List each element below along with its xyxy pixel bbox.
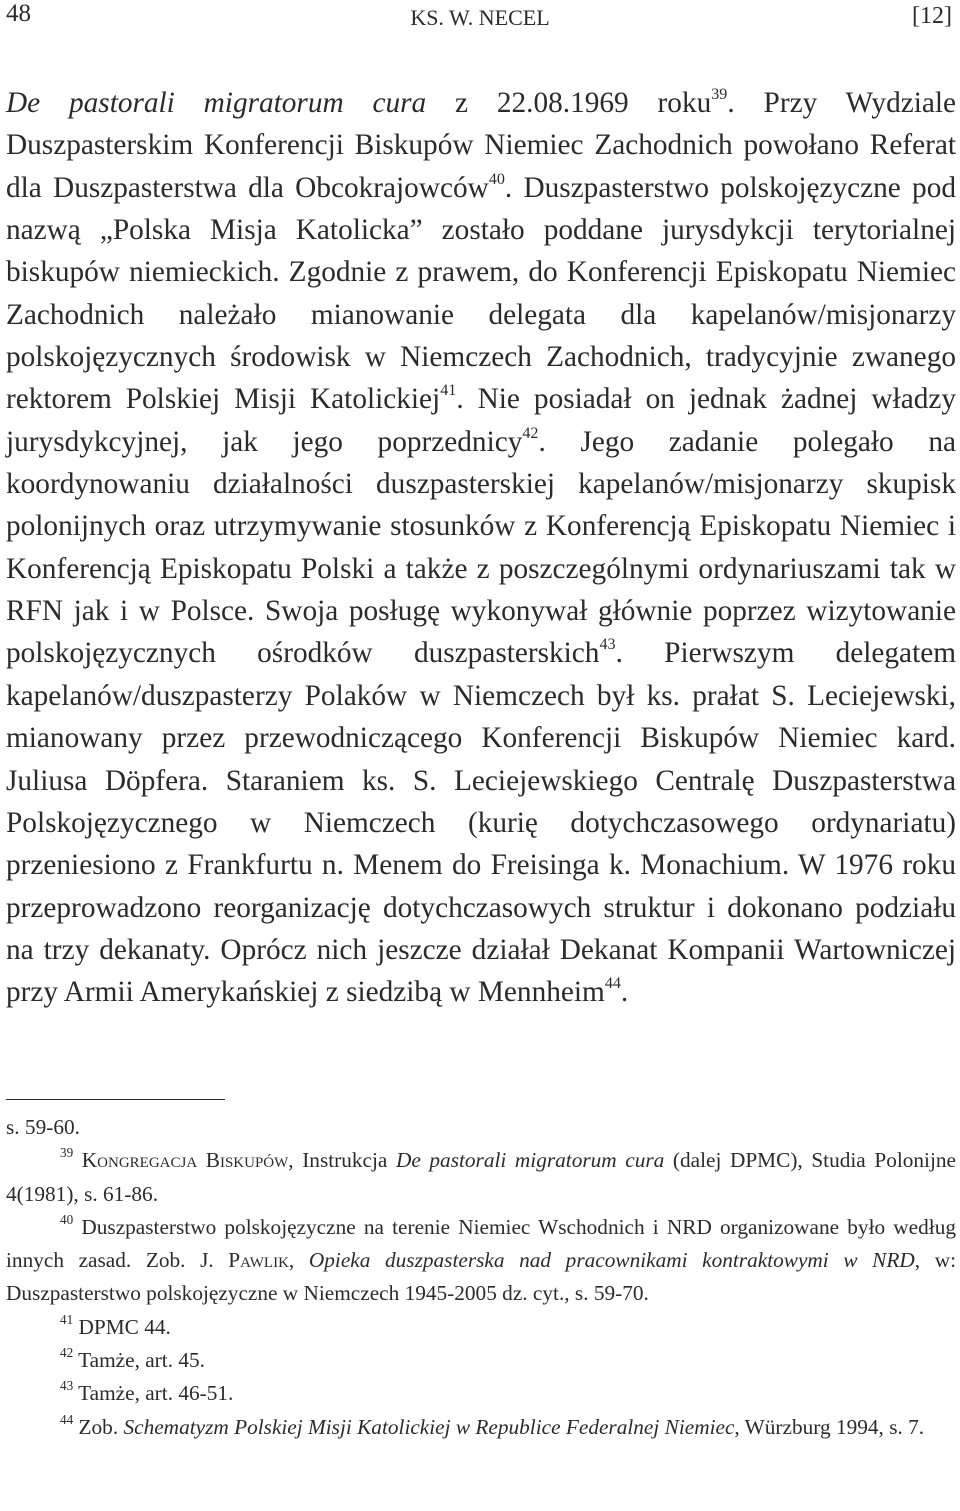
footnote-number: 39 (60, 1145, 74, 1161)
footnote-separator (6, 1099, 225, 1100)
footnote-39 (6, 1144, 956, 1211)
footnote-41 (6, 1311, 956, 1344)
footnote-title: De pastorali migratorum cura (395, 1148, 665, 1173)
body-text-span: . Pierwszym delegatem kapelanów/duszpasterzy Polaków w Niemczech był ks. prałat S. Leciejewski, mianowany przez przewodniczącego Konferencji Biskupów Niemiec kard. Juliusa Döpfera. Staraniem ks. S. Leciejewskiego Centralę Duszpasterstwa Polskojęzycznego w Niemczech (kurię dotychczasowego ordynariatu) przeniesiono z Frankfurtu n. Menem do Freisinga k. Monachium. W 1976 roku przeprowadzono reorganizację dotychczasowych struktur i dokonano podziału na trzy dekanaty. Oprócz nich jeszcze działał Dekanat Kompanii Wartowniczej przy Armii Amerykańskiej z siedzibą w Mennheim (6, 637, 956, 1009)
footnote-text: , Instrukcja (288, 1148, 396, 1173)
footnote-author: Pawlik (228, 1248, 289, 1273)
footnote-text: Tamże, art. 45. (78, 1348, 205, 1373)
paragraph (6, 82, 956, 1014)
page-header (0, 0, 960, 40)
footnote-ref-41[interactable]: 41 (440, 382, 457, 400)
footnote-text: DPMC 44. (78, 1314, 171, 1339)
footnote-text: Zob. (78, 1414, 124, 1439)
footnote-number: 40 (60, 1211, 74, 1227)
footnote-continuation: s. 59-60. (6, 1115, 80, 1139)
footnotes (6, 1111, 956, 1444)
footnote-ref-40[interactable]: 40 (488, 170, 505, 188)
footnote-number: 43 (60, 1378, 74, 1394)
footnote-ref-39[interactable]: 39 (711, 85, 728, 103)
body-text-span: . (620, 976, 629, 1009)
page-number: 48 (6, 0, 31, 27)
footnote-text: , w: Duszpasterstwo polskojęzyczne w Niemczech 1945-2005 dz. cyt., s. 59-70. (6, 1248, 957, 1306)
section-number: [12] (912, 3, 952, 29)
body-text-span: z 22.08.1969 roku (426, 87, 712, 119)
body-text-span: . Przy Wydziale Duszpasterskim Konferencji Biskupów Niemiec Zachodnich powołano Referat dla Duszpasterstwa dla Obcokrajowców (6, 87, 957, 204)
main-paragraph (6, 82, 956, 1014)
footnote-title: Schematyzm Polskiej Misji Katolickiej w Republice Federalnej Niemiec (123, 1414, 735, 1439)
footnote-number: 42 (60, 1345, 74, 1361)
footnote-author: Kongregacja Biskupów (81, 1148, 289, 1173)
footnote-number: 41 (60, 1311, 74, 1327)
document-title: De pastorali migratorum cura (6, 87, 427, 119)
footnote-40 (6, 1211, 956, 1311)
body-text-span: . Nie posiadał on jednak żadnej władzy jurysdykcyjnej, jak jego poprzednicy (6, 383, 957, 458)
footnote-43 (6, 1377, 956, 1410)
footnote-text: (dalej DPMC), Studia Polonijne 4(1981), s. 61-86. (6, 1148, 956, 1206)
footnote-ref-44[interactable]: 44 (604, 975, 621, 993)
footnote-text: , Würzburg 1994, s. 7. (734, 1414, 925, 1439)
footnote-42 (6, 1344, 956, 1377)
footnote-44 (6, 1411, 956, 1444)
running-head: KS. W. NECEL (410, 5, 550, 30)
footnote-ref-42[interactable]: 42 (522, 424, 539, 442)
footnote-ref-43[interactable]: 43 (599, 636, 616, 654)
footnote-number: 44 (60, 1411, 74, 1427)
footnote-text: Duszpasterstwo polskojęzyczne na terenie Niemiec Wschodnich i NRD organizowane było według innych zasad. Zob. J. (6, 1214, 957, 1273)
footnote-title: Opieka duszpasterska nad pracownikami kontraktowymi w NRD (308, 1248, 915, 1273)
footnote-text: , (288, 1248, 309, 1273)
body-text-span: . Duszpasterstwo polskojęzyczne pod nazwą „Polska Misja Katolicka” zostało poddane jurysdykcji terytorialnej biskupów niemieckich. Zgodnie z prawem, do Konferencji Episkopatu Niemiec Zachodnich należało mianowanie delegata dla kapelanów/misjonarzy polskojęzycznych środowisk w Niemczech Zachodnich, tradycyjnie zwanego rektorem Polskiej Misji Katolickiej (6, 171, 956, 416)
footnote-text: Tamże, art. 46-51. (78, 1381, 234, 1406)
body-text-span: . Jego zadanie polegało na koordynowaniu działalności duszpasterskiej kapelanów/misjonarzy skupisk polonijnych oraz utrzymywanie stosunków z Konferencją Episkopatu Niemiec i Konferencją Episkopatu Polski a także z poszczególnymi ordynariuszami tak w RFN jak i w Polsce. Swoja posługę wykonywał głównie poprzez wizytowanie polskojęzycznych ośrodków duszpasterskich (6, 425, 956, 670)
